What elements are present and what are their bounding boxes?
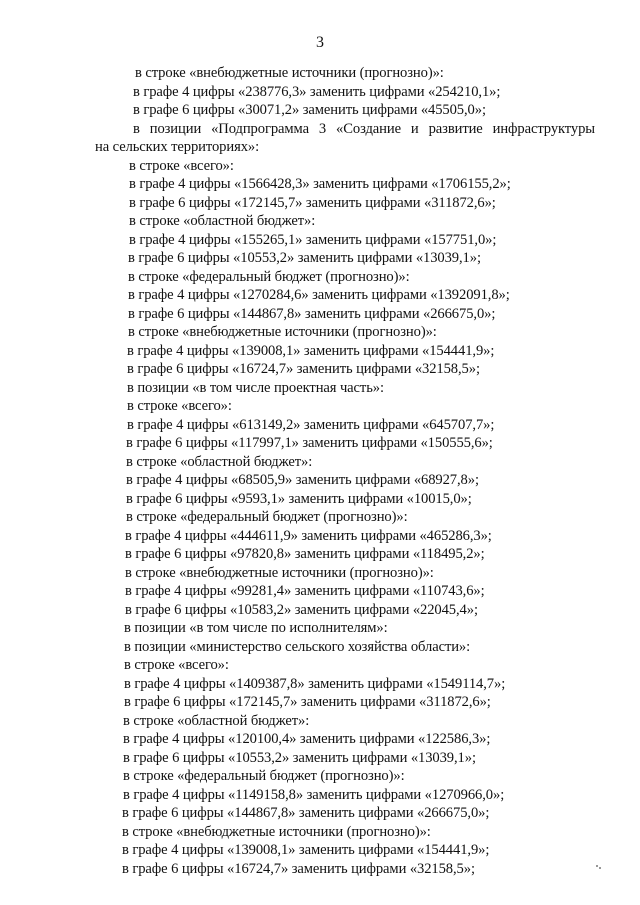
document-line: в графе 4 цифры «613149,2» заменить цифрами «645707,7»; [127,416,495,433]
document-line: в строке «областной бюджет»: [126,453,313,470]
document-line: в графе 6 цифры «10583,2» заменить цифрами «22045,4»; [125,601,478,618]
document-line: в графе 4 цифры «120100,4» заменить цифрами «122586,3»; [123,731,491,747]
document-line: в графе 6 цифры «9593,1» заменить цифрами «10015,0»; [126,490,472,507]
document-line: в строке «внебюджетные источники (прогнозно)»: [125,564,434,581]
document-line: в строке «областной бюджет»: [129,213,316,229]
document-line: в строке «федеральный бюджет (прогнозно)»: [126,509,408,525]
document-line: в строке «внебюджетные источники (прогнозно)»: [122,823,431,840]
document-line: в графе 6 цифры «16724,7» заменить цифрами «32158,5»; [122,860,475,877]
document-line: в графе 4 цифры «1409387,8» заменить цифрами «1549114,7»; [124,675,506,692]
document-line: в графе 6 цифры «10553,2» заменить цифрами «13039,1»; [128,250,481,266]
document-line: в строке «федеральный бюджет (прогнозно)»: [123,768,405,784]
document-line: в графе 4 цифры «99281,4» заменить цифрами «110743,6»; [125,583,485,599]
scan-speck [596,865,600,869]
document-line: в графе 4 цифры «68505,9» заменить цифрами «68927,8»; [126,472,479,488]
document-line: в графе 6 цифры «97820,8» заменить цифрами «118495,2»; [125,546,485,562]
document-line: в строке «всего»: [127,398,232,414]
document-line: в графе 4 цифры «139008,1» заменить цифрами «154441,9»; [127,342,495,359]
document-line: в графе 4 цифры «238776,3» заменить цифрами «254210,1»; [133,83,501,100]
document-line: в графе 6 цифры «172145,7» заменить цифрами «311872,6»; [124,694,491,710]
document-line: в графе 4 цифры «139008,1» заменить цифрами «154441,9»; [122,842,490,858]
document-line: в позиции «министерство сельского хозяйства области»: [124,638,471,655]
page-number: 3 [316,34,324,51]
document-line: в строке «внебюджетные источники (прогнозно)»: [128,324,437,340]
document-line: в графе 6 цифры «10553,2» заменить цифрами «13039,1»; [123,749,476,766]
document-line: в строке «всего»: [124,657,229,673]
document-line: в графе 6 цифры «30071,2» заменить цифрами «45505,0»; [133,102,486,118]
document-line: в графе 4 цифры «444611,9» заменить цифрами «465286,3»; [125,527,492,544]
document-line: в позиции «Подпрограмма 3 «Создание и развитие инфраструктуры [133,120,595,137]
document-line: в строке «внебюджетные источники (прогнозно)»: [135,65,444,81]
document-line: в графе 4 цифры «155265,1» заменить цифрами «157751,0»; [129,231,497,248]
document-line: на сельских территориях»: [95,139,260,155]
document-line: в графе 6 цифры «144867,8» заменить цифрами «266675,0»; [128,305,496,322]
document-line: в строке «всего»: [129,157,234,174]
document-line: в графе 4 цифры «1270284,6» заменить цифрами «1392091,8»; [128,287,510,303]
document-line: в графе 4 цифры «1566428,3» заменить цифрами «1706155,2»; [129,176,511,192]
document-line: в строке «федеральный бюджет (прогнозно)»: [128,268,410,285]
document-line: в графе 4 цифры «1149158,8» заменить цифрами «1270966,0»; [123,786,505,803]
document-line: в позиции «в том числе проектная часть»: [127,379,384,396]
document-line: в позиции «в том числе по исполнителям»: [124,620,388,636]
document-line: в графе 6 цифры «144867,8» заменить цифрами «266675,0»; [122,805,490,821]
document-line: в графе 6 цифры «16724,7» заменить цифрами «32158,5»; [127,361,480,377]
document-body [95,64,595,878]
document-line: в строке «областной бюджет»: [123,712,310,729]
document-line: в графе 6 цифры «172145,7» заменить цифрами «311872,6»; [129,194,496,211]
document-line: в графе 6 цифры «117997,1» заменить цифрами «150555,6»; [126,435,493,451]
